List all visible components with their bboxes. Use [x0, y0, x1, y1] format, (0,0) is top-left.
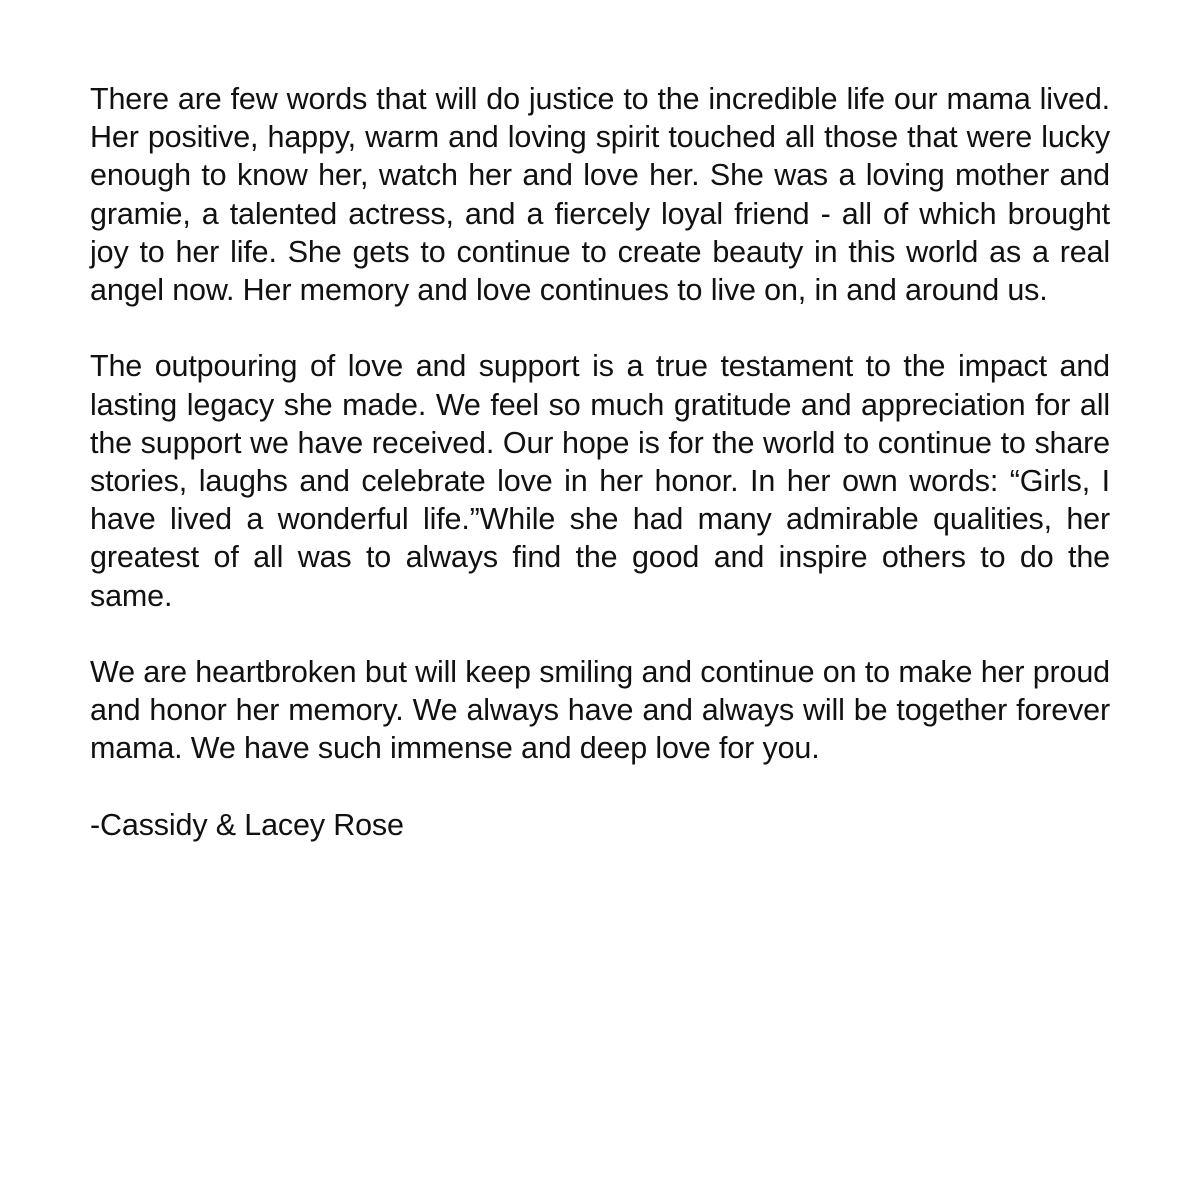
- paragraph-tribute: There are few words that will do justice to the incredible life our mama lived. Her positive, happy, warm and loving spirit touched all those that were lucky enough to know her, watch her and love her. She was a loving mother and gramie, a talented actress, and a fiercely loyal friend - all of which brought joy to her life. She gets to continue to create beauty in this world as a real angel now. Her memory and love continues to live on, in and around us.: [90, 82, 1110, 308]
- paragraph-farewell: We are heartbroken but will keep smiling and continue on to make her proud and honor her memory. We always have and always will be together forever mama. We have such immense and deep love for you.: [90, 655, 1110, 766]
- statement-document: [90, 80, 1110, 844]
- signature: -Cassidy & Lacey Rose: [90, 807, 404, 842]
- paragraph-gratitude: The outpouring of love and support is a true testament to the impact and lasting legacy she made. We feel so much gratitude and appreciation for all the support we have received. Our hope is for the world to continue to share stories, laughs and celebrate love in her honor. In her own words: “Girls, I have lived a wonderful life.”While she had many admirable qualities, her greatest of all was to always find the good and inspire others to do the same.: [90, 349, 1110, 613]
